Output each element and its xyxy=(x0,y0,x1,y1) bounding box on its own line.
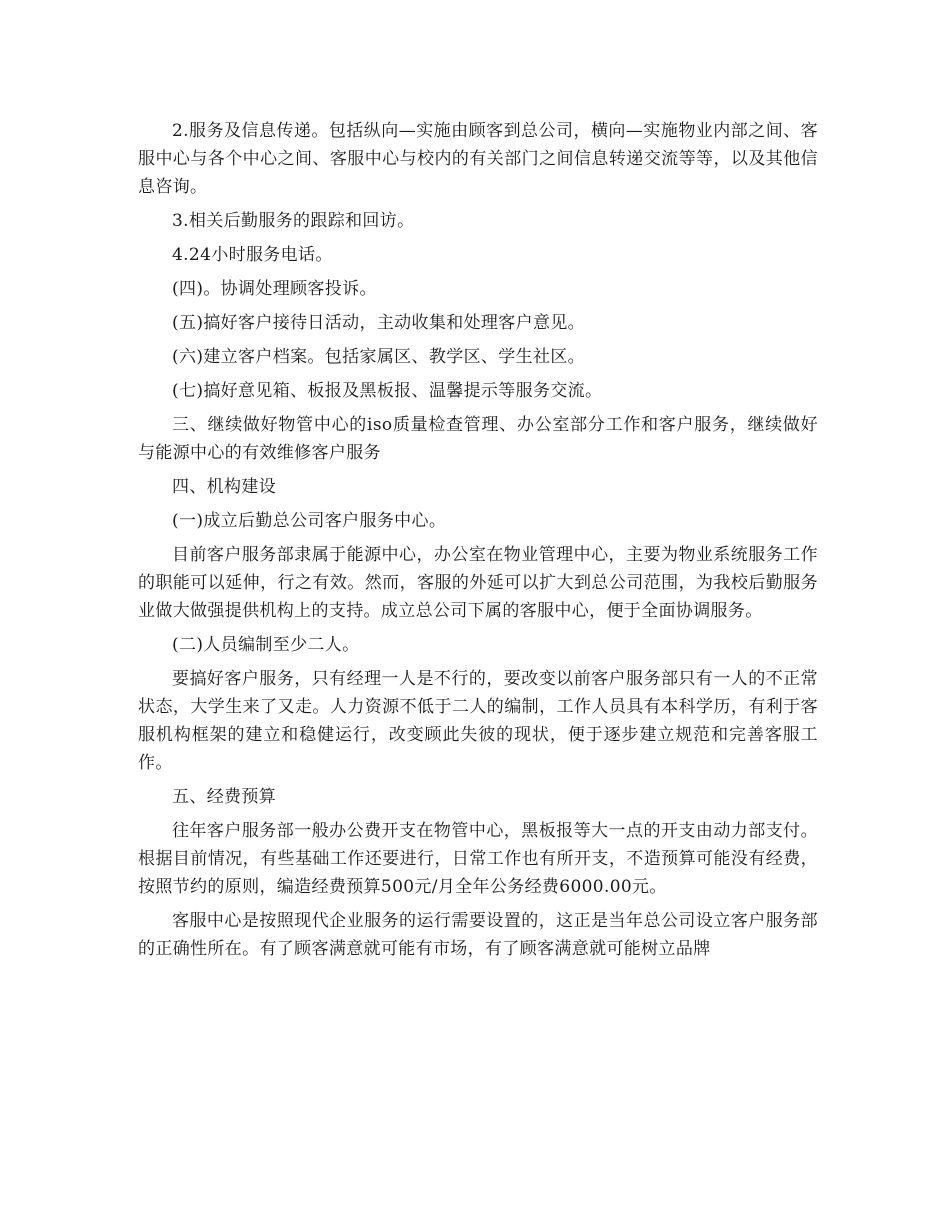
paragraph-24h-hotline: 4.24小时服务电话。 xyxy=(172,245,333,265)
paragraph-establish-center: (一)成立后勤总公司客户服务中心。 xyxy=(172,511,447,531)
paragraph-iso-management: 三、继续做好物管中心的iso质量检查管理、办公室部分工作和客户服务，继续做好与能源中心的有效维修客户服务 xyxy=(138,415,818,463)
paragraph-service-info-transfer: 2.服务及信息传递。包括纵向—实施由顾客到总公司，横向—实施物业内部之间、客服中心与各个中心之间、客服中心与校内的有关部门之间信息转递交流等等，以及其他信息咨询。 xyxy=(138,121,818,197)
paragraph-staffing-detail: 要搞好客户服务，只有经理一人是不行的，要改变以前客户服务部只有一人的不正常状态，大学生来了又走。人力资源不低于二人的编制，工作人员具有本科学历，有利于客服机构框架的建立和稳健运行，改变顾此失彼的现状，便于逐步建立规范和完善客服工作。 xyxy=(138,669,818,773)
paragraph-complaints: (四)。协调处理顾客投诉。 xyxy=(172,279,377,299)
heading-organization: 四、机构建设 xyxy=(172,477,277,497)
heading-budget: 五、经费预算 xyxy=(172,787,277,807)
paragraph-current-structure: 目前客户服务部隶属于能源中心，办公室在物业管理中心，主要为物业系统服务工作的职能可以延伸，行之有效。然而，客服的外延可以扩大到总公司范围，为我校后勤服务业做大做强提供机构上的支持。成立总公司下属的客服中心，便于全面协调服务。 xyxy=(138,545,818,621)
paragraph-customer-files: (六)建立客户档案。包括家属区、教学区、学生社区。 xyxy=(172,347,586,367)
paragraph-reception-day: (五)搞好客户接待日活动，主动收集和处理客户意见。 xyxy=(172,313,586,333)
document-body xyxy=(138,117,818,969)
paragraph-conclusion: 客服中心是按照现代企业服务的运行需要设置的，这正是当年总公司设立客户服务部的正确性所在。有了顾客满意就可能有市场，有了顾客满意就可能树立品牌 xyxy=(138,911,818,959)
paragraph-staffing: (二)人员编制至少二人。 xyxy=(172,635,360,655)
paragraph-budget-detail: 往年客户服务部一般办公费开支在物管中心，黑板报等大一点的开支由动力部支付。根据目前情况，有些基础工作还要进行，日常工作也有所开支，不造预算可能没有经费，按照节约的原则，编造经费预算500元/月全年公务经费6000.00元。 xyxy=(138,821,818,897)
paragraph-follow-up-visits: 3.相关后勤服务的跟踪和回访。 xyxy=(172,211,415,231)
paragraph-suggestion-box: (七)搞好意见箱、板报及黑板报、温馨提示等服务交流。 xyxy=(172,381,603,401)
